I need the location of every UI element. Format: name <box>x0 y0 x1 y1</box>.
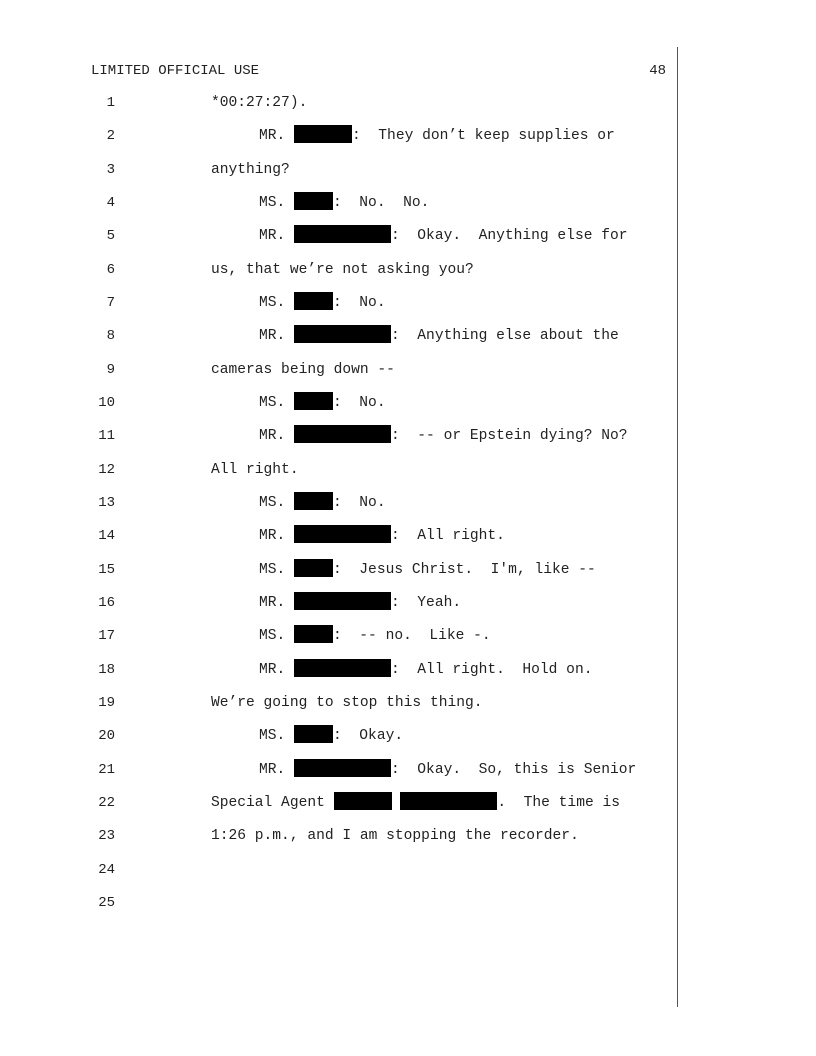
line-number: 12 <box>98 462 115 478</box>
transcript-line <box>0 659 816 681</box>
line-text: anything? <box>211 162 290 178</box>
line-number: 7 <box>106 295 115 311</box>
transcript-line <box>0 159 816 181</box>
redaction-box <box>294 492 333 510</box>
line-number: 9 <box>106 362 115 378</box>
line-number: 13 <box>98 495 115 511</box>
line-text: Special Agent . The time is <box>211 792 620 814</box>
transcript-line <box>0 692 816 714</box>
line-text: MR. : All right. <box>259 525 505 547</box>
line-number: 25 <box>98 895 115 911</box>
transcript-line <box>0 259 816 281</box>
redaction-box <box>294 125 352 143</box>
redaction-box <box>294 225 391 243</box>
line-number: 2 <box>106 128 115 144</box>
redaction-box <box>334 792 392 810</box>
redaction-box <box>294 559 333 577</box>
redaction-box <box>294 292 333 310</box>
line-text: MR. : -- or Epstein dying? No? <box>259 425 628 447</box>
line-text: cameras being down -- <box>211 362 395 378</box>
line-text: MS. : -- no. Like -. <box>259 625 491 647</box>
redaction-box <box>294 592 391 610</box>
line-text: 1:26 p.m., and I am stopping the recorder. <box>211 828 579 844</box>
transcript-line <box>0 625 816 647</box>
line-number: 5 <box>106 228 115 244</box>
line-number: 1 <box>106 95 115 111</box>
line-text: MS. : No. No. <box>259 192 429 214</box>
line-number: 22 <box>98 795 115 811</box>
page-number: 48 <box>649 63 666 79</box>
transcript-line <box>0 125 816 147</box>
line-number: 16 <box>98 595 115 611</box>
transcript-line <box>0 425 816 447</box>
transcript-line <box>0 225 816 247</box>
transcript-line <box>0 725 816 747</box>
line-text: MR. : Okay. So, this is Senior <box>259 759 636 781</box>
line-text: All right. <box>211 462 299 478</box>
redaction-box <box>294 325 391 343</box>
line-text: us, that we’re not asking you? <box>211 262 474 278</box>
redaction-box <box>294 759 391 777</box>
line-text: MS. : Jesus Christ. I'm, like -- <box>259 559 596 581</box>
line-number: 3 <box>106 162 115 178</box>
redaction-box <box>294 525 391 543</box>
transcript-line <box>0 92 816 114</box>
line-text: We’re going to stop this thing. <box>211 695 483 711</box>
line-number: 17 <box>98 628 115 644</box>
line-text: *00:27:27). <box>211 95 308 111</box>
redaction-box <box>294 425 391 443</box>
line-text: MS. : No. <box>259 392 386 414</box>
line-number: 4 <box>106 195 115 211</box>
transcript-line <box>0 192 816 214</box>
line-number: 24 <box>98 862 115 878</box>
line-number: 19 <box>98 695 115 711</box>
line-number: 18 <box>98 662 115 678</box>
line-text: MS. : Okay. <box>259 725 403 747</box>
transcript-line <box>0 559 816 581</box>
transcript-line <box>0 592 816 614</box>
line-number: 6 <box>106 262 115 278</box>
transcript-line <box>0 859 816 881</box>
line-number: 14 <box>98 528 115 544</box>
line-number: 11 <box>98 428 115 444</box>
line-number: 21 <box>98 762 115 778</box>
transcript-line <box>0 459 816 481</box>
transcript-line <box>0 292 816 314</box>
line-number: 10 <box>98 395 115 411</box>
line-number: 8 <box>106 328 115 344</box>
transcript-line <box>0 392 816 414</box>
line-text: MS. : No. <box>259 492 386 514</box>
transcript-line <box>0 892 816 914</box>
redaction-box <box>294 659 391 677</box>
transcript-line <box>0 759 816 781</box>
transcript-line <box>0 325 816 347</box>
transcript-line <box>0 492 816 514</box>
line-text: MR. : All right. Hold on. <box>259 659 592 681</box>
line-number: 15 <box>98 562 115 578</box>
transcript-line <box>0 525 816 547</box>
transcript-line <box>0 359 816 381</box>
classification-header: LIMITED OFFICIAL USE <box>91 63 260 79</box>
redaction-box <box>294 625 333 643</box>
line-text: MR. : Yeah. <box>259 592 461 614</box>
line-text: MR. : They don’t keep supplies or <box>259 125 615 147</box>
line-number: 23 <box>98 828 115 844</box>
transcript-line <box>0 792 816 814</box>
line-number: 20 <box>98 728 115 744</box>
redaction-box <box>294 192 333 210</box>
transcript-line <box>0 825 816 847</box>
redaction-box <box>400 792 497 810</box>
line-text: MR. : Okay. Anything else for <box>259 225 628 247</box>
redaction-box <box>294 725 333 743</box>
line-text: MR. : Anything else about the <box>259 325 619 347</box>
line-text: MS. : No. <box>259 292 386 314</box>
redaction-box <box>294 392 333 410</box>
